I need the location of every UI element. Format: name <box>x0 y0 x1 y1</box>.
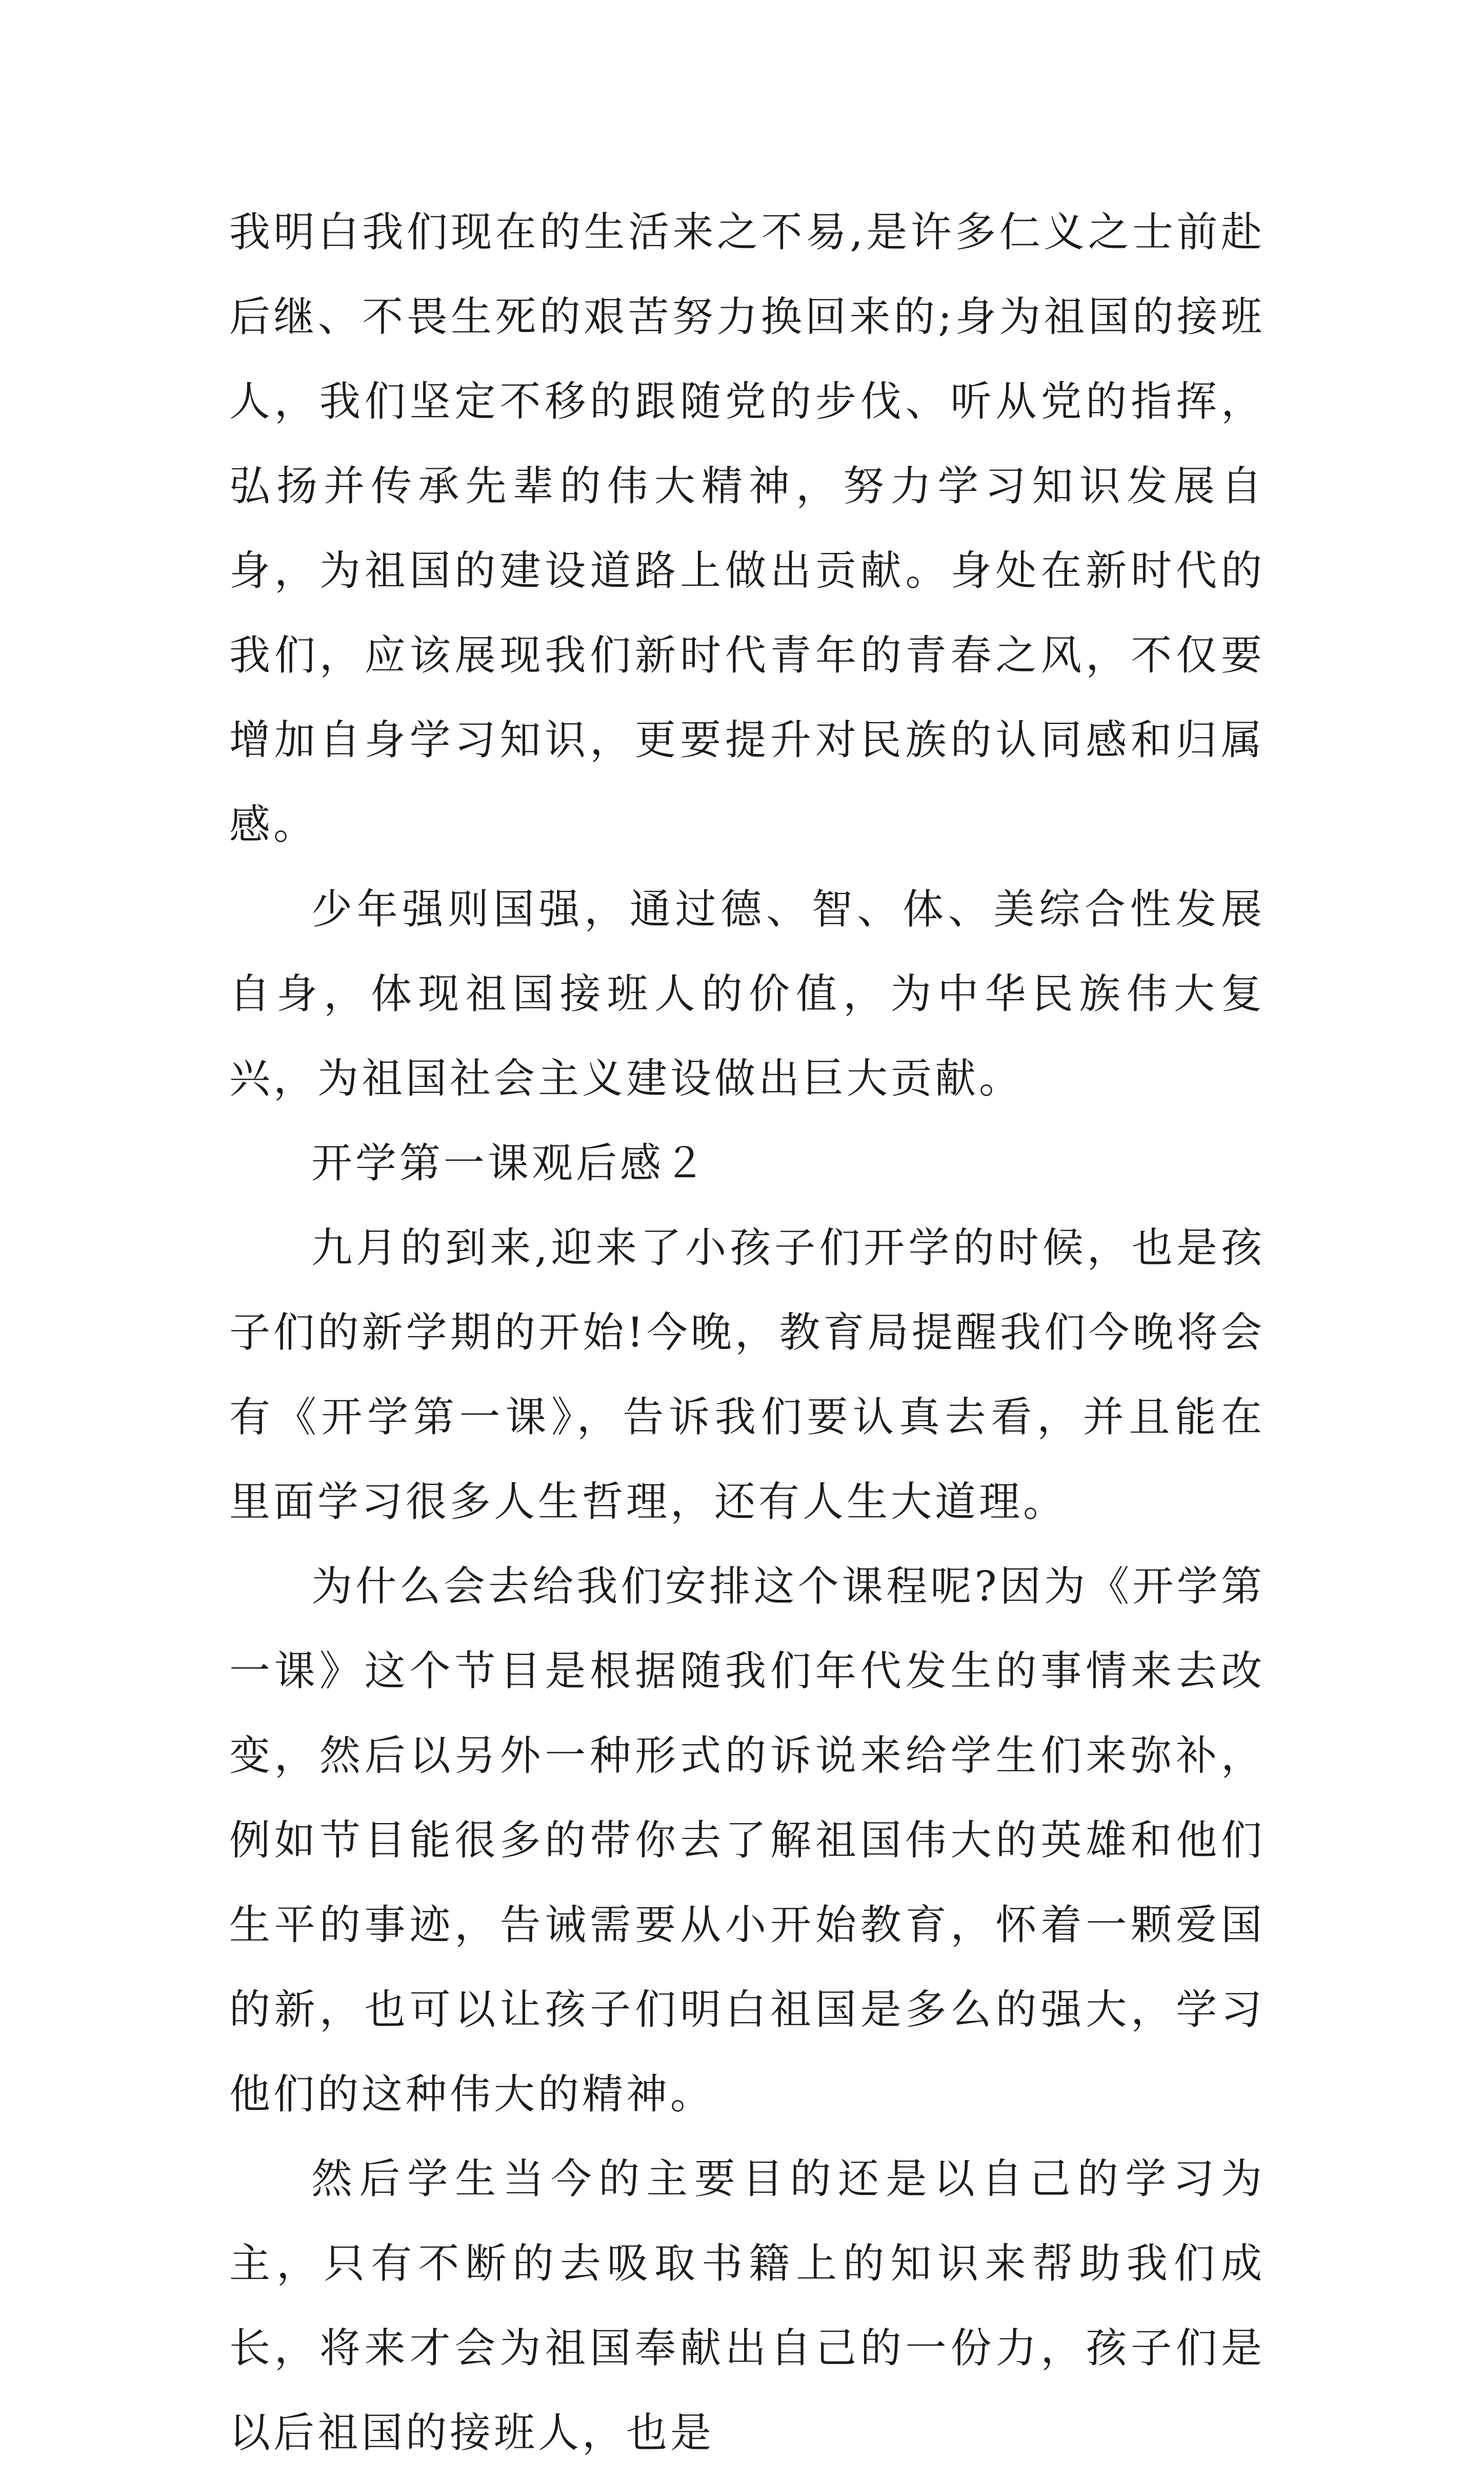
paragraph: 然后学生当今的主要目的还是以自己的学习为主，只有不断的去吸取书籍上的知识来帮助我们成长，将来才会为祖国奉献出自己的一份力，孩子们是以后祖国的接班人，也是 <box>229 2155 1265 2457</box>
section-heading: 开学第一课观后感２ <box>311 1139 708 1187</box>
paragraph: 少年强则国强，通过德、智、体、美综合性发展自身，体现祖国接班人的价值，为中华民族伟大复兴，为祖国社会主义建设做出巨大贡献。 <box>229 885 1265 1102</box>
paragraph: 九月的到来,迎来了小孩子们开学的时候，也是孩子们的新学期的开始!今晚，教育局提醒我们今晚将会有《开学第一课》，告诉我们要认真去看，并且能在里面学习很多人生哲理，还有人生大道理。 <box>229 1224 1265 1526</box>
document-body <box>229 190 1265 2475</box>
paragraph-continuation: 我明白我们现在的生活来之不易,是许多仁义之士前赴后继、不畏生死的艰苦努力换回来的;身为祖国的接班人，我们坚定不移的跟随党的步伐、听从党的指挥，弘扬并传承先辈的伟大精神，努力学习知识发展自身，为祖国的建设道路上做出贡献。身处在新时代的我们，应该展现我们新时代青年的青春之风，不仅要增加自身学习知识，更要提升对民族的认同感和归属感。 <box>229 208 1265 848</box>
paragraph: 为什么会去给我们安排这个课程呢?因为《开学第一课》这个节目是根据随我们年代发生的事情来去改变，然后以另外一种形式的诉说来给学生们来弥补，例如节目能很多的带你去了解祖国伟大的英雄和他们生平的事迹，告诫需要从小开始教育，怀着一颗爱国的新，也可以让孩子们明白祖国是多么的强大，学习他们的这种伟大的精神。 <box>229 1562 1265 2118</box>
